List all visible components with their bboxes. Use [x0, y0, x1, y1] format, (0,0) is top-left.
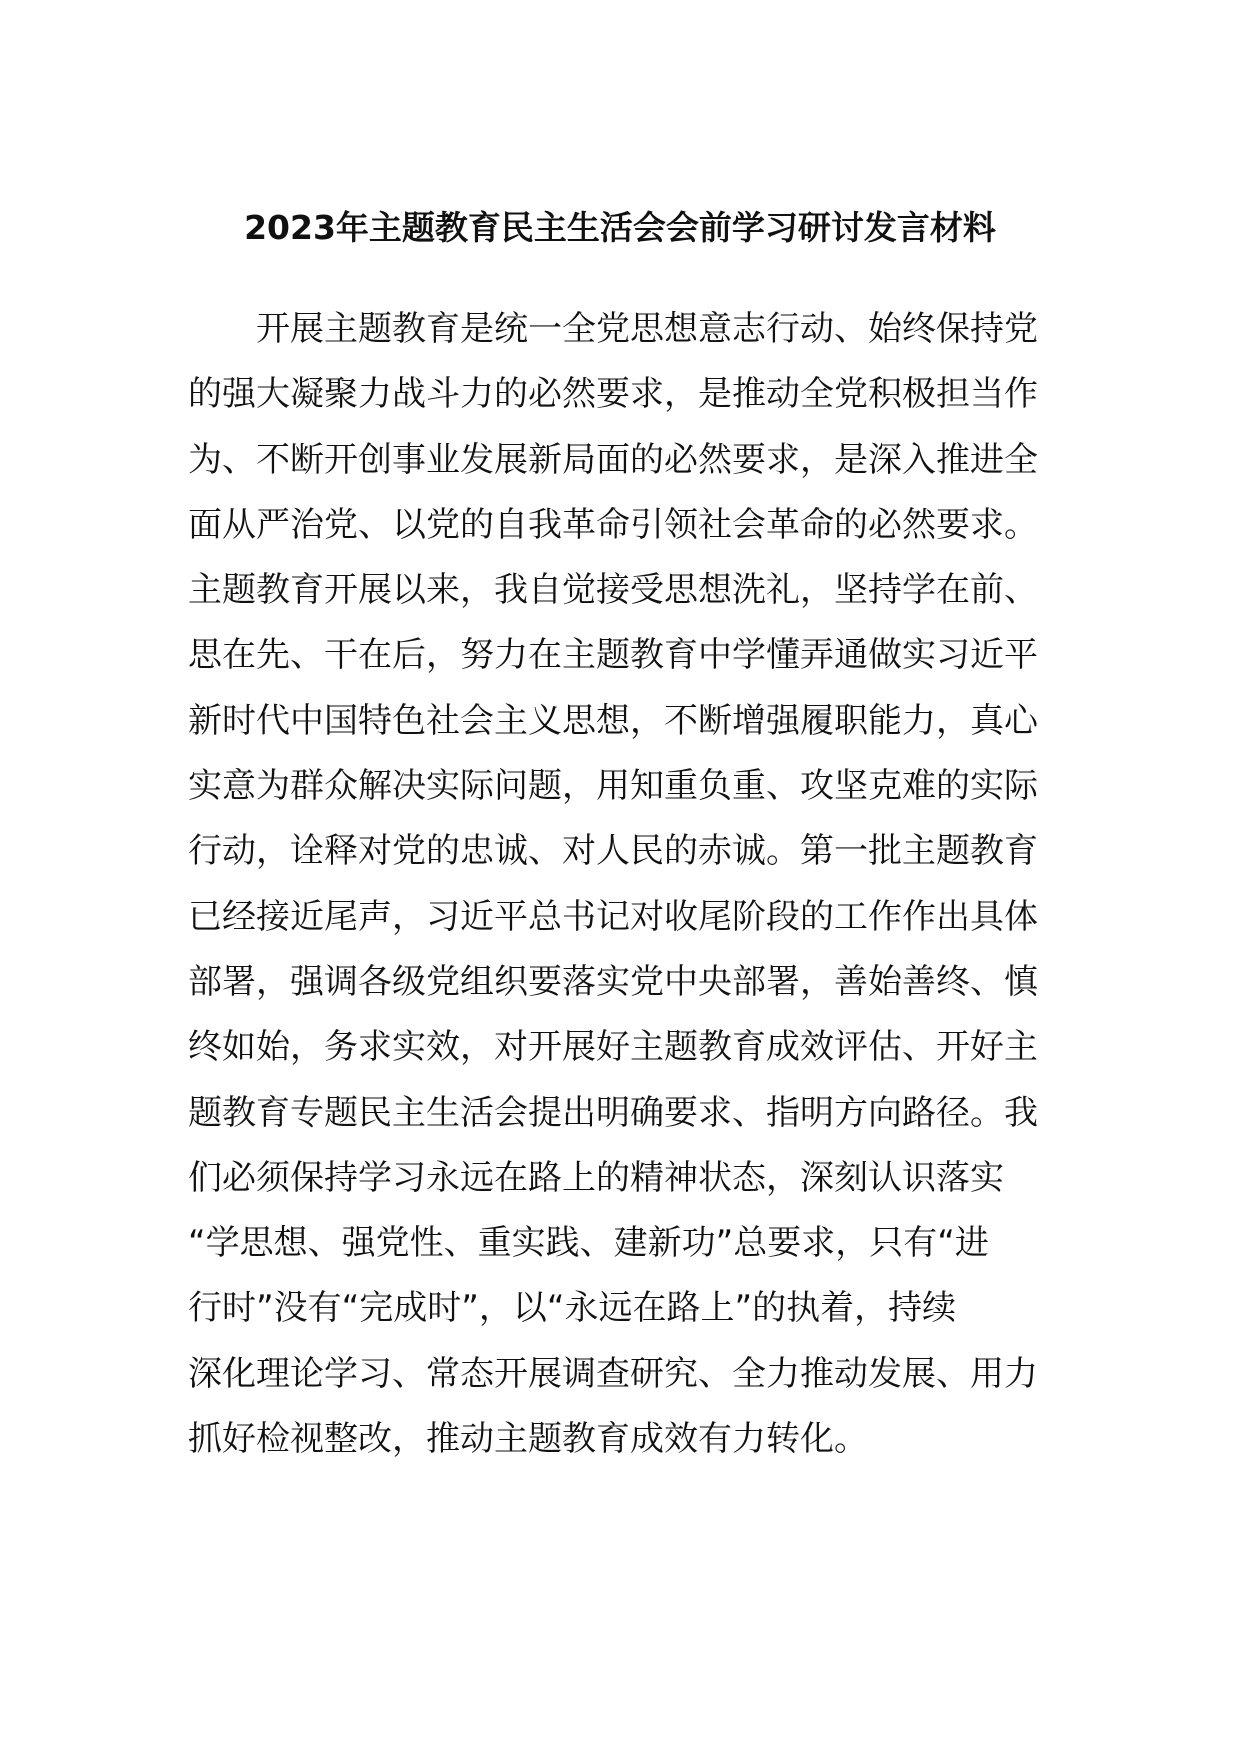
paragraph-line: 终如始，务求实效，对开展好主题教育成效评估、开好主 — [188, 1027, 1038, 1068]
paragraph-line: 行动，诠释对党的忠诚、对人民的赤诚。第一批主题教育 — [188, 831, 1038, 872]
paragraph-line: 题教育专题民主生活会提出明确要求、指明方向路径。我 — [188, 1092, 1038, 1133]
paragraph-line: 思在先、干在后，努力在主题教育中学懂弄通做实习近平 — [188, 635, 1038, 676]
paragraph-line: 已经接近尾声，习近平总书记对收尾阶段的工作作出具体 — [188, 896, 1038, 937]
paragraph-line: 面从严治党、以党的自我革命引领社会革命的必然要求。 — [188, 504, 1038, 545]
paragraph-line: “学思想、强党性、重实践、建新功”总要求，只有“进 — [188, 1223, 989, 1264]
paragraph-line: 实意为群众解决实际问题，用知重负重、攻坚克难的实际 — [188, 766, 1038, 807]
paragraph-line: 深化理论学习、常态开展调查研究、全力推动发展、用力 — [188, 1353, 1038, 1394]
paragraph-line: 行时”没有“完成时”，以“永远在路上”的执着，持续 — [188, 1288, 957, 1329]
paragraph-line: 开展主题教育是统一全党思想意志行动、始终保持党 — [256, 309, 1038, 349]
paragraph-line: 部署，强调各级党组织要落实党中央部署，善始善终、慎 — [188, 961, 1038, 1002]
paragraph-line: 为、不断开创事业发展新局面的必然要求，是深入推进全 — [188, 439, 1038, 480]
paragraph-line: 抓好检视整改，推动主题教育成效有力转化。 — [188, 1419, 868, 1460]
document-title: 2023年主题教育民主生活会会前学习研讨发言材料 — [244, 208, 996, 247]
paragraph-line: 们必须保持学习永远在路上的精神状态，深刻认识落实 — [188, 1157, 1004, 1198]
paragraph-line: 新时代中国特色社会主义思想，不断增强履职能力，真心 — [188, 700, 1038, 741]
paragraph-line: 主题教育开展以来，我自觉接受思想洗礼，坚持学在前、 — [188, 570, 1038, 611]
document-body — [188, 297, 1038, 1472]
paragraph-line: 的强大凝聚力战斗力的必然要求，是推动全党积极担当作 — [188, 374, 1038, 415]
